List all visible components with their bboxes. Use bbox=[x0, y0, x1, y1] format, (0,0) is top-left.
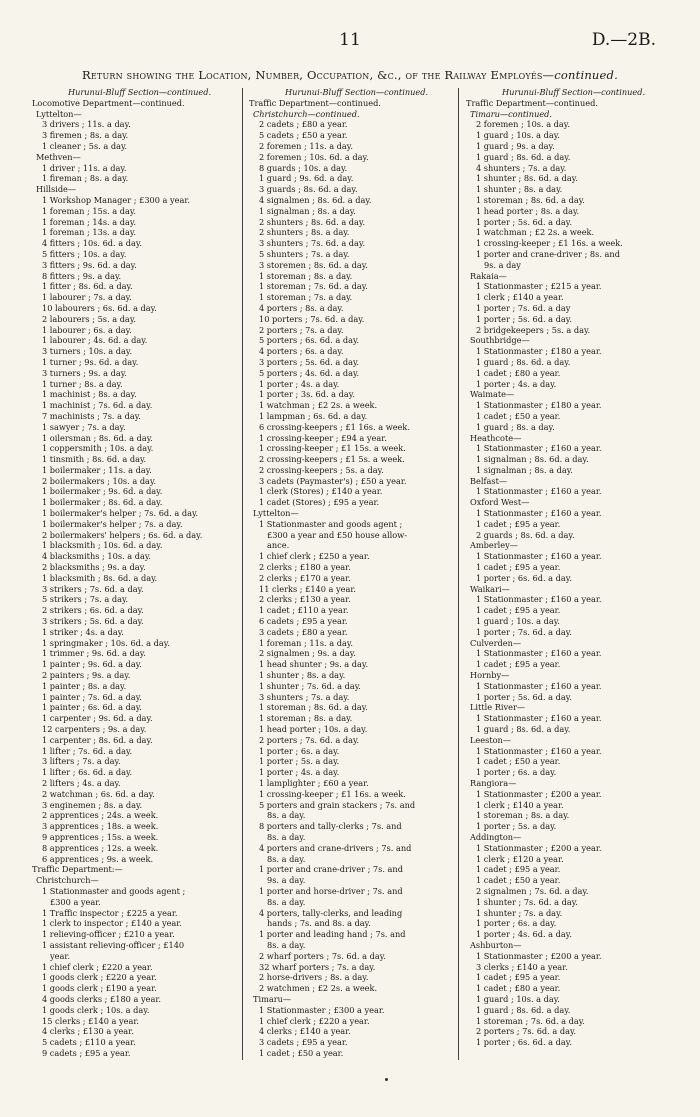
employee-entry: 1 porter ; 4s. a day. bbox=[476, 378, 557, 389]
employee-entry: 1 guard ; 8s. 6d. a day. bbox=[476, 724, 571, 735]
employee-entry: 1 lamplighter ; £60 a year. bbox=[259, 778, 369, 788]
section-heading: Hurunui-Bluff Section—continued. bbox=[501, 87, 646, 97]
employee-entry: 1 painter ; 9s. 6d. a day. bbox=[42, 659, 142, 670]
employee-entry: 3 guards ; 8s. 6d. a day. bbox=[259, 184, 358, 195]
employee-entry: 2 boilermakers ; 10s. a day. bbox=[42, 475, 157, 486]
department-heading: Locomotive Department—continued. bbox=[32, 97, 185, 108]
entry-continuation: ance. bbox=[267, 540, 290, 551]
employee-entry: 5 cadets ; £50 a year. bbox=[259, 130, 348, 141]
employee-entry: 1 tinsmith ; 8s. 6d. a day. bbox=[42, 454, 147, 465]
employee-entry: 1 guard ; 8s. 6d. a day. bbox=[476, 151, 571, 162]
employee-entry: 1 cadet (Stores) ; £95 a year. bbox=[259, 497, 380, 508]
employee-entry: 5 strikers ; 7s. a day. bbox=[42, 594, 129, 605]
employee-entry: 1 Stationmaster ; £200 a year. bbox=[476, 950, 602, 961]
station-heading: Methven— bbox=[36, 151, 81, 162]
employee-entry: 2 labourers ; 5s. a day. bbox=[42, 313, 136, 324]
employee-entry: 1 Stationmaster ; £160 a year. bbox=[476, 648, 602, 659]
employee-entry: 1 cadet ; £80 a year. bbox=[476, 983, 561, 994]
employee-entry: 1 clerk ; £140 a year. bbox=[476, 799, 564, 810]
department-heading: Traffic Department—continued. bbox=[249, 97, 381, 108]
employee-entry: 1 assistant relieving-officer ; £140 bbox=[42, 939, 185, 950]
employee-entry: 3 enginemen ; 8s. a day. bbox=[42, 799, 143, 810]
employee-entry: 1 Stationmaster ; £300 a year. bbox=[259, 1004, 385, 1015]
employee-entry: 9 apprentices ; 15s. a week. bbox=[42, 831, 159, 842]
employee-entry: 1 Stationmaster ; £160 a year. bbox=[476, 594, 602, 605]
employee-entry: 5 fitters ; 10s. a day. bbox=[42, 248, 127, 259]
employee-entry: 1 guard ; 8s. 6d. a day. bbox=[476, 1004, 571, 1015]
employee-entry: 1 goods clerk ; £190 a year. bbox=[42, 983, 157, 994]
entry-continuation: hands ; 7s. and 8s. a day. bbox=[267, 918, 371, 929]
employee-entry: 1 porter ; 5s. a day. bbox=[259, 756, 340, 767]
employee-entry: 1 clerk ; £140 a year. bbox=[476, 292, 564, 303]
page-number: 11 bbox=[339, 30, 361, 50]
employee-entry: 1 clerk (Stores) ; £140 a year. bbox=[259, 486, 383, 497]
employee-entry: 1 head porter ; 8s. a day. bbox=[476, 205, 580, 216]
employee-entry: 5 cadets ; £110 a year. bbox=[42, 1037, 136, 1048]
station-heading: Timaru—continued. bbox=[470, 108, 553, 119]
employee-entry: 1 signalman ; 8s. a day. bbox=[259, 205, 356, 216]
employee-entry: 1 driver ; 11s. a day. bbox=[42, 162, 127, 173]
employee-entry: 1 storeman ; 7s. 6d. a day. bbox=[259, 281, 368, 292]
station-heading: Rakaia— bbox=[470, 270, 507, 281]
employee-entry: 1 lifter ; 7s. 6d. a day. bbox=[42, 745, 133, 756]
station-heading: Hillside— bbox=[36, 184, 77, 195]
employee-entry: 1 watchman ; £2 2s. a week. bbox=[259, 400, 378, 411]
employee-entry: 1 Stationmaster ; £160 a year. bbox=[476, 745, 602, 756]
station-heading: Hornby— bbox=[470, 670, 510, 681]
employee-entry: 2 foremen ; 10s. a day. bbox=[476, 119, 570, 130]
station-heading: Amberley— bbox=[470, 540, 518, 551]
entry-continuation: 8s. a day. bbox=[267, 831, 306, 842]
employee-entry: 1 sawyer ; 7s. a day. bbox=[42, 421, 126, 432]
employee-entry: 1 crossing-keeper ; £94 a year. bbox=[259, 432, 387, 443]
employee-entry: 2 strikers ; 6s. 6d. a day. bbox=[42, 605, 144, 616]
employee-entry: 3 storemen ; 8s. 6d. a day. bbox=[259, 259, 368, 270]
employee-entry: 1 cadet ; £50 a year. bbox=[259, 1047, 344, 1058]
column-3 bbox=[466, 87, 681, 1048]
employee-entry: 3 fitters ; 9s. 6d. a day. bbox=[42, 259, 137, 270]
column-1 bbox=[32, 87, 247, 1059]
employee-entry: 1 Stationmaster ; £160 a year. bbox=[476, 680, 602, 691]
employee-entry: 1 foreman ; 14s. a day. bbox=[42, 216, 136, 227]
employee-entry: 4 clerks ; £140 a year. bbox=[259, 1026, 351, 1037]
employee-entry: 1 blacksmith ; 8s. 6d. a day. bbox=[42, 572, 158, 583]
employee-entry: 8 porters and tally-clerks ; 7s. and bbox=[259, 821, 402, 832]
employee-entry: 1 Stationmaster ; £180 a year. bbox=[476, 346, 602, 357]
title-continued: continued. bbox=[554, 68, 618, 82]
employee-entry: 11 clerks ; £140 a year. bbox=[259, 583, 357, 594]
employee-entry: 2 lifters ; 4s. a day. bbox=[42, 778, 121, 788]
employee-entry: 2 crossing-keepers ; £1 5s. a week. bbox=[259, 454, 405, 465]
employee-entry: 1 goods clerk ; £220 a year. bbox=[42, 972, 157, 983]
employee-entry: 1 lifter ; 6s. 6d. a day. bbox=[42, 767, 133, 778]
employee-entry: 1 porter ; 3s. 6d. a day. bbox=[259, 389, 355, 400]
employee-entry: 1 porter ; 7s. 6d. a day. bbox=[476, 626, 572, 637]
employee-entry: 2 apprentices ; 24s. a week. bbox=[42, 810, 159, 821]
entry-continuation: 9s. a day bbox=[484, 259, 521, 270]
employee-entry: 4 fitters ; 10s. 6d. a day. bbox=[42, 238, 143, 249]
employee-entry: 1 lampman ; 6s. 6d. a day. bbox=[259, 410, 368, 421]
employee-entry: 1 porter ; 5s. 6d. a day. bbox=[476, 313, 572, 324]
employee-entry: 1 porter ; 6s. a day. bbox=[259, 745, 340, 756]
employee-entry: 1 relieving-officer ; £210 a year. bbox=[42, 929, 175, 940]
employee-entry: 2 clerks ; £130 a year. bbox=[259, 594, 351, 605]
employee-entry: 1 springmaker ; 10s. 6d. a day. bbox=[42, 637, 170, 648]
employee-entry: 1 fitter ; 8s. 6d. a day. bbox=[42, 281, 133, 292]
station-heading: Rangiora— bbox=[470, 778, 517, 788]
employee-entry: 5 shunters ; 7s. a day. bbox=[259, 248, 350, 259]
employee-entry: 1 porter ; 6s. 6d. a day. bbox=[476, 1037, 572, 1048]
employee-entry: 1 guard ; 9s. a day. bbox=[476, 140, 555, 151]
employee-entry: 2 boilermakers' helpers ; 6s. 6d. a day. bbox=[42, 529, 203, 540]
station-heading: Waikari— bbox=[470, 583, 510, 594]
employee-entry: 1 Stationmaster and goods agent ; bbox=[259, 518, 403, 529]
employee-entry: 1 labourer ; 7s. a day. bbox=[42, 292, 132, 303]
station-heading: Christchurch—continued. bbox=[253, 108, 360, 119]
employee-entry: 8 fitters ; 9s. a day. bbox=[42, 270, 122, 281]
employee-entry: 2 clerks ; £180 a year. bbox=[259, 562, 351, 573]
employee-entry: 1 watchman ; £2 2s. a week. bbox=[476, 227, 595, 238]
title-main: Return showing the Location, Number, Occupation, &c., of the Railway Employés— bbox=[82, 68, 555, 82]
employee-entry: 1 Stationmaster ; £180 a year. bbox=[476, 400, 602, 411]
employee-entry: 4 blacksmiths ; 10s. a day. bbox=[42, 551, 151, 562]
employee-entry: 15 clerks ; £140 a year. bbox=[42, 1015, 140, 1026]
employee-entry: 1 porter ; 7s. 6d. a day bbox=[476, 302, 571, 313]
employee-entry: 1 porter and crane-driver ; 8s. and bbox=[476, 248, 620, 259]
employee-entry: 2 porters ; 7s. 6d. a day. bbox=[259, 734, 360, 745]
employee-entry: 1 storeman ; 8s. 6d. a day. bbox=[259, 702, 368, 713]
employee-entry: 1 porter ; 5s. 6d. a day. bbox=[476, 691, 572, 702]
employee-entry: 1 guard ; 9s. 6d. a day. bbox=[259, 173, 354, 184]
employee-entry: 1 foreman ; 13s. a day. bbox=[42, 227, 136, 238]
station-heading: Leeston— bbox=[470, 734, 512, 745]
department-heading: Traffic Department:— bbox=[32, 864, 123, 875]
employee-entry: 1 shunter ; 7s. 6d. a day. bbox=[476, 896, 578, 907]
section-heading: Hurunui-Bluff Section—continued. bbox=[67, 87, 212, 97]
station-heading: Southbridge— bbox=[470, 335, 530, 346]
employee-entry: 1 boilermaker ; 9s. 6d. a day. bbox=[42, 486, 163, 497]
employee-entry: 1 shunter ; 8s. 6d. a day. bbox=[476, 173, 578, 184]
employee-entry: 1 porter and leading hand ; 7s. and bbox=[259, 929, 406, 940]
employee-entry: 1 cadet ; £95 a year. bbox=[476, 659, 561, 670]
employee-entry: 2 watchmen ; £2 2s. a week. bbox=[259, 983, 378, 994]
employee-entry: 4 porters ; 8s. a day. bbox=[259, 302, 344, 313]
employee-entry: 1 cadet ; £95 a year. bbox=[476, 972, 561, 983]
employee-entry: 1 turner ; 8s. a day. bbox=[42, 378, 123, 389]
employee-entry: 1 guard ; 10s. a day. bbox=[476, 993, 560, 1004]
employee-entry: 1 porter ; 5s. a day. bbox=[476, 821, 557, 832]
employee-entry: 1 cadet ; £110 a year. bbox=[259, 605, 349, 616]
employee-entry: 1 coppersmith ; 10s. a day. bbox=[42, 443, 154, 454]
entry-continuation: year. bbox=[50, 950, 70, 961]
employee-entry: 1 porter ; 4s. a day. bbox=[259, 767, 340, 778]
employee-entry: 8 guards ; 10s. a day. bbox=[259, 162, 348, 173]
employee-entry: 3 turners ; 10s. a day. bbox=[42, 346, 133, 357]
employee-entry: 10 porters ; 7s. 6d. a day. bbox=[259, 313, 365, 324]
employee-entry: 1 blacksmith ; 10s. 6d. a day. bbox=[42, 540, 163, 551]
employee-entry: 1 crossing-keeper ; £1 16s. a week. bbox=[259, 788, 406, 799]
employee-entry: 1 signalman ; 8s. 6d. a day. bbox=[476, 454, 589, 465]
entry-continuation: 8s. a day. bbox=[267, 853, 306, 864]
station-heading: Lyttelton— bbox=[253, 508, 299, 519]
employee-entry: 2 crossing-keepers ; 5s. a day. bbox=[259, 464, 384, 475]
employee-entry: 6 cadets ; £95 a year. bbox=[259, 616, 348, 627]
employee-entry: 1 storeman ; 8s. a day. bbox=[476, 810, 570, 821]
employee-entry: 1 Workshop Manager ; £300 a year. bbox=[42, 194, 190, 205]
employee-entry: 1 porter ; 5s. 6d. a day. bbox=[476, 216, 572, 227]
employee-entry: 1 Stationmaster ; £200 a year. bbox=[476, 788, 602, 799]
employee-entry: 1 boilermaker ; 8s. 6d. a day. bbox=[42, 497, 163, 508]
employee-entry: 1 foreman ; 11s. a day. bbox=[259, 637, 353, 648]
employee-entry: 1 striker ; 4s. a day. bbox=[42, 626, 124, 637]
employee-entry: 3 apprentices ; 18s. a week. bbox=[42, 821, 159, 832]
employee-entry: 3 lifters ; 7s. a day. bbox=[42, 756, 121, 767]
station-heading: Addington— bbox=[470, 831, 522, 842]
employee-entry: 6 apprentices ; 9s. a week. bbox=[42, 853, 154, 864]
employee-entry: 1 cadet ; £95 a year. bbox=[476, 864, 561, 875]
employee-entry: 2 bridgekeepers ; 5s. a day. bbox=[476, 324, 591, 335]
station-heading: Oxford West— bbox=[470, 497, 530, 508]
employee-entry: 1 chief clerk ; £220 a year. bbox=[42, 961, 153, 972]
entry-continuation: 8s. a day. bbox=[267, 810, 306, 821]
employee-entry: 1 Stationmaster ; £160 a year. bbox=[476, 508, 602, 519]
section-heading: Hurunui-Bluff Section—continued. bbox=[284, 87, 429, 97]
employee-entry: 2 foremen ; 11s. a day. bbox=[259, 140, 353, 151]
employee-entry: 1 Stationmaster ; £200 a year. bbox=[476, 842, 602, 853]
employee-entry: 1 boilermaker's helper ; 7s. a day. bbox=[42, 518, 183, 529]
employee-entry: 1 clerk ; £120 a year. bbox=[476, 853, 564, 864]
employee-entry: 7 machinists ; 7s. a day. bbox=[42, 410, 141, 421]
department-heading: Traffic Department—continued. bbox=[466, 97, 598, 108]
employee-entry: 1 painter ; 7s. 6d. a day. bbox=[42, 691, 142, 702]
employee-entry: 1 cleaner ; 5s. a day. bbox=[42, 140, 128, 151]
employee-entry: 1 turner ; 9s. 6d. a day. bbox=[42, 356, 139, 367]
employee-entry: 2 blacksmiths ; 9s. a day. bbox=[42, 562, 146, 573]
entry-continuation: £300 a year. bbox=[50, 896, 101, 907]
employee-entry: 1 shunter ; 7s. a day. bbox=[476, 907, 563, 918]
employee-entry: 1 chief clerk ; £250 a year. bbox=[259, 551, 370, 562]
station-heading: Culverden— bbox=[470, 637, 522, 648]
employee-entry: 4 shunters ; 7s. a day. bbox=[476, 162, 567, 173]
employee-entry: 1 cadet ; £50 a year. bbox=[476, 756, 561, 767]
employee-entry: 3 strikers ; 7s. 6d. a day. bbox=[42, 583, 144, 594]
employee-entry: 1 clerk to inspector ; £140 a year. bbox=[42, 918, 182, 929]
employee-entry: 1 guard ; 8s. a day. bbox=[476, 421, 555, 432]
page-reference: D.—2B. bbox=[591, 30, 656, 50]
employee-entry: 1 carpenter ; 9s. 6d. a day. bbox=[42, 713, 153, 724]
employee-entry: 2 guards ; 8s. 6d. a day. bbox=[476, 529, 575, 540]
employee-entry: 3 shunters ; 7s. 6d. a day. bbox=[259, 238, 366, 249]
employee-entry: 4 porters, tally-clerks, and leading bbox=[259, 907, 403, 918]
employee-entry: 1 porter and crane-driver ; 7s. and bbox=[259, 864, 403, 875]
employee-entry: 1 Stationmaster ; £215 a year. bbox=[476, 281, 602, 292]
employee-entry: 1 machinist ; 8s. a day. bbox=[42, 389, 137, 400]
page-title bbox=[20, 68, 680, 82]
employee-entry: 1 labourer ; 6s. a day. bbox=[42, 324, 132, 335]
employee-entry: 2 porters ; 7s. 6d. a day. bbox=[476, 1026, 577, 1037]
station-heading: Timaru— bbox=[253, 993, 292, 1004]
employee-entry: 1 Stationmaster ; £160 a year. bbox=[476, 443, 602, 454]
employee-entry: 4 signalmen ; 8s. 6d. a day. bbox=[259, 194, 372, 205]
employee-entry: 2 clerks ; £170 a year. bbox=[259, 572, 351, 583]
employee-entry: 1 shunter ; 8s. a day. bbox=[259, 670, 346, 681]
employee-entry: 3 turners ; 9s. a day. bbox=[42, 367, 127, 378]
employee-entry: 2 signalmen ; 9s. a day. bbox=[259, 648, 356, 659]
employee-entry: 1 goods clerk ; 10s. a day. bbox=[42, 1004, 150, 1015]
employee-entry: 2 cadets ; £80 a year. bbox=[259, 119, 348, 130]
employee-entry: 3 cadets ; £95 a year. bbox=[259, 1037, 348, 1048]
employee-entry: 1 cadet ; £95 a year. bbox=[476, 518, 561, 529]
employee-entry: 1 painter ; 6s. 6d. a day. bbox=[42, 702, 142, 713]
employee-entry: 1 machinist ; 7s. 6d. a day. bbox=[42, 400, 153, 411]
employee-entry: 1 cadet ; £95 a year. bbox=[476, 605, 561, 616]
employee-entry: 10 labourers ; 6s. 6d. a day. bbox=[42, 302, 157, 313]
employee-entry: 1 chief clerk ; £220 a year. bbox=[259, 1015, 370, 1026]
employee-entry: 3 strikers ; 5s. 6d. a day. bbox=[42, 616, 144, 627]
employee-entry: 1 cadet ; £50 a year. bbox=[476, 875, 561, 886]
entry-continuation: 8s. a day. bbox=[267, 896, 306, 907]
employee-entry: 5 porters and grain stackers ; 7s. and bbox=[259, 799, 416, 810]
employee-entry: 1 porter and horse-driver ; 7s. and bbox=[259, 885, 403, 896]
employee-entry: 1 Stationmaster ; £160 a year. bbox=[476, 486, 602, 497]
employee-entry: 3 shunters ; 7s. a day. bbox=[259, 691, 350, 702]
employee-entry: 9 cadets ; £95 a year. bbox=[42, 1047, 131, 1058]
page-mark bbox=[385, 1078, 388, 1081]
employee-entry: 1 labourer ; 4s. 6d. a day. bbox=[42, 335, 148, 346]
employee-entry: 2 signalmen ; 7s. 6d. a day. bbox=[476, 885, 589, 896]
station-heading: Waimate— bbox=[470, 389, 515, 400]
employee-entry: 1 Traffic inspector ; £225 a year. bbox=[42, 907, 178, 918]
employee-entry: 1 porter ; 4s. a day. bbox=[259, 378, 340, 389]
employee-entry: 1 storeman ; 8s. 6d. a day. bbox=[476, 194, 585, 205]
employee-entry: 1 Stationmaster ; £160 a year. bbox=[476, 551, 602, 562]
employee-entry: 1 Stationmaster ; £160 a year. bbox=[476, 713, 602, 724]
employee-entry: 12 carpenters ; 9s. a day. bbox=[42, 724, 147, 735]
employee-entry: 1 storeman ; 7s. 6d. a day. bbox=[476, 1015, 585, 1026]
column-2 bbox=[249, 87, 464, 1059]
employee-entry: 5 porters ; 6s. 6d. a day. bbox=[259, 335, 360, 346]
employee-entry: 1 trimmer ; 9s. 6d. a day. bbox=[42, 648, 146, 659]
employee-entry: 1 fireman ; 8s. a day. bbox=[42, 173, 129, 184]
employee-entry: 1 crossing-keeper ; £1 16s. a week. bbox=[476, 238, 623, 249]
employee-entry: 1 carpenter ; 8s. 6d. a day. bbox=[42, 734, 153, 745]
employee-entry: 3 cadets (Paymaster's) ; £50 a year. bbox=[259, 475, 407, 486]
entry-continuation: 9s. a day. bbox=[267, 875, 306, 886]
employee-entry: 5 porters ; 4s. 6d. a day. bbox=[259, 367, 360, 378]
employee-entry: 1 storeman ; 8s. a day. bbox=[259, 713, 353, 724]
employee-entry: 1 porter ; 6s. a day. bbox=[476, 767, 557, 778]
employee-entry: 6 crossing-keepers ; £1 16s. a week. bbox=[259, 421, 410, 432]
employee-entry: 3 clerks ; £140 a year. bbox=[476, 961, 568, 972]
employee-entry: 8 apprentices ; 12s. a week. bbox=[42, 842, 159, 853]
employee-entry: 1 head porter ; 10s. a day. bbox=[259, 724, 368, 735]
employee-entry: 3 porters ; 5s. 6d. a day. bbox=[259, 356, 360, 367]
employee-entry: 2 shunters ; 8s. 6d. a day. bbox=[259, 216, 366, 227]
employee-entry: 2 watchman ; 6s. 6d. a day. bbox=[42, 788, 155, 799]
employee-entry: 1 boilermaker ; 11s. a day. bbox=[42, 464, 152, 475]
employee-entry: 2 foremen ; 10s. 6d. a day. bbox=[259, 151, 369, 162]
employee-entry: 1 storeman ; 7s. a day. bbox=[259, 292, 353, 303]
employee-entry: 3 cadets ; £80 a year. bbox=[259, 626, 348, 637]
employee-entry: 1 guard ; 8s. 6d. a day. bbox=[476, 356, 571, 367]
employee-entry: 1 guard ; 10s. a day. bbox=[476, 130, 560, 141]
station-heading: Christchurch— bbox=[36, 875, 99, 886]
column-divider bbox=[242, 88, 243, 1060]
employee-entry: 1 oilersman ; 8s. 6d. a day. bbox=[42, 432, 153, 443]
employee-entry: 1 Stationmaster and goods agent ; bbox=[42, 885, 186, 896]
employee-entry: 1 head shunter ; 9s. a day. bbox=[259, 659, 369, 670]
employee-entry: 1 porter ; 6s. a day. bbox=[476, 918, 557, 929]
employee-entry: 1 foreman ; 15s. a day. bbox=[42, 205, 136, 216]
station-heading: Heathcote— bbox=[470, 432, 522, 443]
employee-entry: 2 shunters ; 8s. a day. bbox=[259, 227, 350, 238]
station-heading: Lyttelton— bbox=[36, 108, 82, 119]
employee-entry: 1 boilermaker's helper ; 7s. 6d. a day. bbox=[42, 508, 199, 519]
employee-entry: 2 porters ; 7s. a day. bbox=[259, 324, 344, 335]
employee-entry: 1 shunter ; 8s. a day. bbox=[476, 184, 563, 195]
employee-entry: 1 porter ; 4s. 6d. a day. bbox=[476, 929, 572, 940]
employee-entry: 1 shunter ; 7s. 6d. a day. bbox=[259, 680, 361, 691]
employee-entry: 1 porter ; 6s. 6d. a day. bbox=[476, 572, 572, 583]
employee-entry: 1 storeman ; 8s. a day. bbox=[259, 270, 353, 281]
station-heading: Little River— bbox=[470, 702, 526, 713]
employee-entry: 1 cadet ; £80 a year. bbox=[476, 367, 561, 378]
employee-entry: 2 horse-drivers ; 8s. a day. bbox=[259, 972, 369, 983]
station-heading: Ashburton— bbox=[470, 939, 522, 950]
entry-continuation: 8s. a day. bbox=[267, 939, 306, 950]
employee-entry: 1 cadet ; £95 a year. bbox=[476, 562, 561, 573]
employee-entry: 1 signalman ; 8s. a day. bbox=[476, 464, 573, 475]
employee-entry: 2 painters ; 9s. a day. bbox=[42, 670, 131, 681]
employee-entry: 3 firemen ; 8s. a day. bbox=[42, 130, 129, 141]
employee-entry: 32 wharf porters ; 7s. a day. bbox=[259, 961, 376, 972]
employee-entry: 4 clerks ; £130 a year. bbox=[42, 1026, 134, 1037]
employee-entry: 2 wharf porters ; 7s. 6d. a day. bbox=[259, 950, 386, 961]
employee-entry: 4 porters ; 6s. a day. bbox=[259, 346, 344, 357]
employee-entry: 1 painter ; 8s. a day. bbox=[42, 680, 127, 691]
employee-entry: 1 crossing-keeper ; £1 15s. a week. bbox=[259, 443, 406, 454]
station-heading: Belfast— bbox=[470, 475, 508, 486]
employee-entry: 1 cadet ; £50 a year. bbox=[476, 410, 561, 421]
employee-entry: 4 porters and crane-drivers ; 7s. and bbox=[259, 842, 412, 853]
employee-entry: 3 drivers ; 11s. a day. bbox=[42, 119, 131, 130]
employee-entry: 4 goods clerks ; £180 a year. bbox=[42, 993, 161, 1004]
employee-entry: 1 guard ; 10s. a day. bbox=[476, 616, 560, 627]
column-divider bbox=[458, 88, 459, 1060]
entry-continuation: £300 a year and £50 house allow- bbox=[267, 529, 407, 540]
